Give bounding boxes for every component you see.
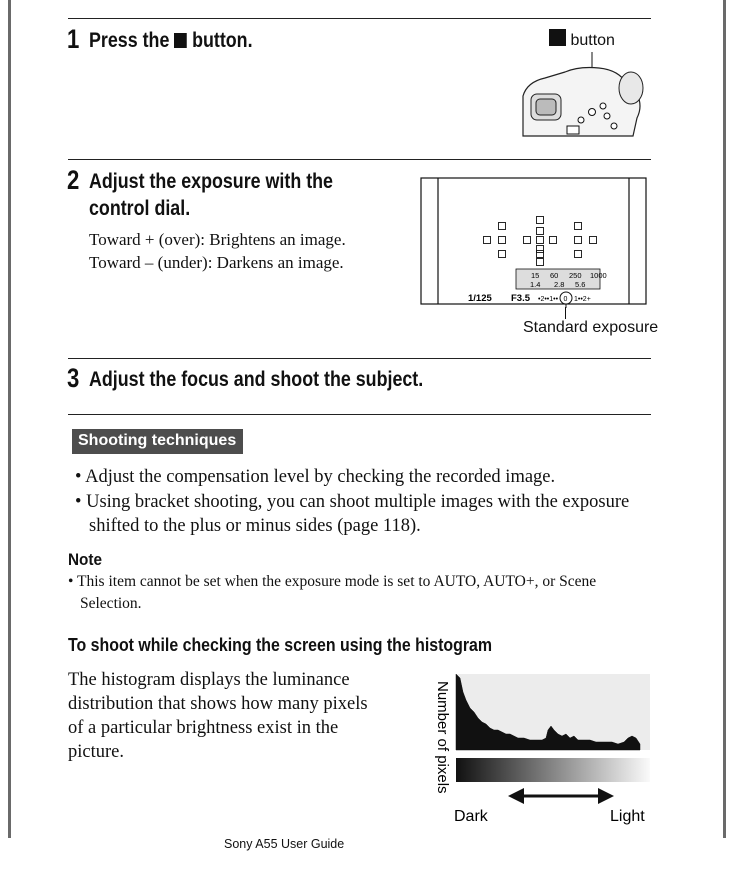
scale-top-3: 250 (569, 271, 582, 280)
camera-back-illustration (519, 48, 649, 138)
rule-top (68, 18, 651, 19)
histogram-heading: To shoot while checking the screen using the histogram (68, 634, 493, 655)
aperture: F3.5 (511, 293, 531, 304)
rule-step2 (68, 159, 651, 160)
manual-page (8, 0, 726, 838)
step3-number: 3 (67, 363, 80, 393)
scale-bottom-1: 1.4 (530, 280, 541, 289)
standard-exposure-callout: Standard exposure (523, 319, 659, 336)
technique-bullet-2-cont: shifted to the plus or minus sides (page 118). (89, 516, 421, 536)
rule-techniques (68, 414, 651, 415)
histogram-figure (428, 668, 654, 834)
viewfinder-screen (420, 176, 650, 308)
dark-label: Dark (454, 808, 488, 825)
histogram-text-3: of a particular brightness exist in the (68, 718, 339, 738)
step1-number: 1 (67, 24, 80, 54)
step1-callout (549, 29, 615, 50)
shutter-speed: 1/125 (468, 293, 492, 304)
rule-step3 (68, 358, 651, 359)
step1-title-end: button. (192, 29, 253, 52)
step2-line2: Toward – (under): Darkens an image. (89, 253, 344, 272)
step1-title-start: Press the (89, 29, 170, 52)
step3-title: Adjust the focus and shoot the subject. (89, 368, 424, 391)
scale-top-1: 15 (531, 271, 540, 280)
step1-callout-label: button (570, 32, 615, 49)
exposure-scale-right: 1••2+ (574, 296, 591, 303)
histogram-text-1: The histogram displays the luminance (68, 670, 350, 690)
scale-top-2: 60 (550, 271, 559, 280)
exposure-scale-center: 0 (563, 296, 568, 303)
page-footer: Sony A55 User Guide (224, 837, 345, 851)
note-heading: Note (68, 550, 103, 569)
scale-bottom-2: 2.8 (554, 280, 565, 289)
step2-line1: Toward + (over): Brightens an image. (89, 230, 346, 249)
histogram-y-label: Number of pixels (434, 681, 451, 794)
step2-title-line2: control dial. (89, 197, 191, 220)
exposure-compensation-icon (549, 29, 566, 46)
step2-title-line1: Adjust the exposure with the (89, 170, 333, 193)
exposure-compensation-icon (174, 33, 187, 48)
histogram-text-4: picture. (68, 742, 124, 762)
note-line2: Selection. (80, 595, 142, 612)
step2-number: 2 (67, 165, 80, 195)
techniques-heading: Shooting techniques (72, 429, 243, 454)
light-label: Light (610, 808, 645, 825)
technique-bullet-2: • Using bracket shooting, you can shoot multiple images with the exposure (75, 492, 630, 512)
scale-top-4: 1000 (590, 271, 607, 280)
callout-line (565, 307, 566, 319)
scale-bottom-3: 5.6 (575, 280, 586, 289)
technique-bullet-1: • Adjust the compensation level by checking the recorded image. (75, 467, 556, 487)
step1-title (89, 27, 253, 55)
exposure-scale-left: •2••1•• (538, 296, 559, 303)
note-line1: • This item cannot be set when the exposure mode is set to AUTO, AUTO+, or Scene (68, 573, 597, 590)
histogram-text-2: distribution that shows how many pixels (68, 694, 368, 714)
